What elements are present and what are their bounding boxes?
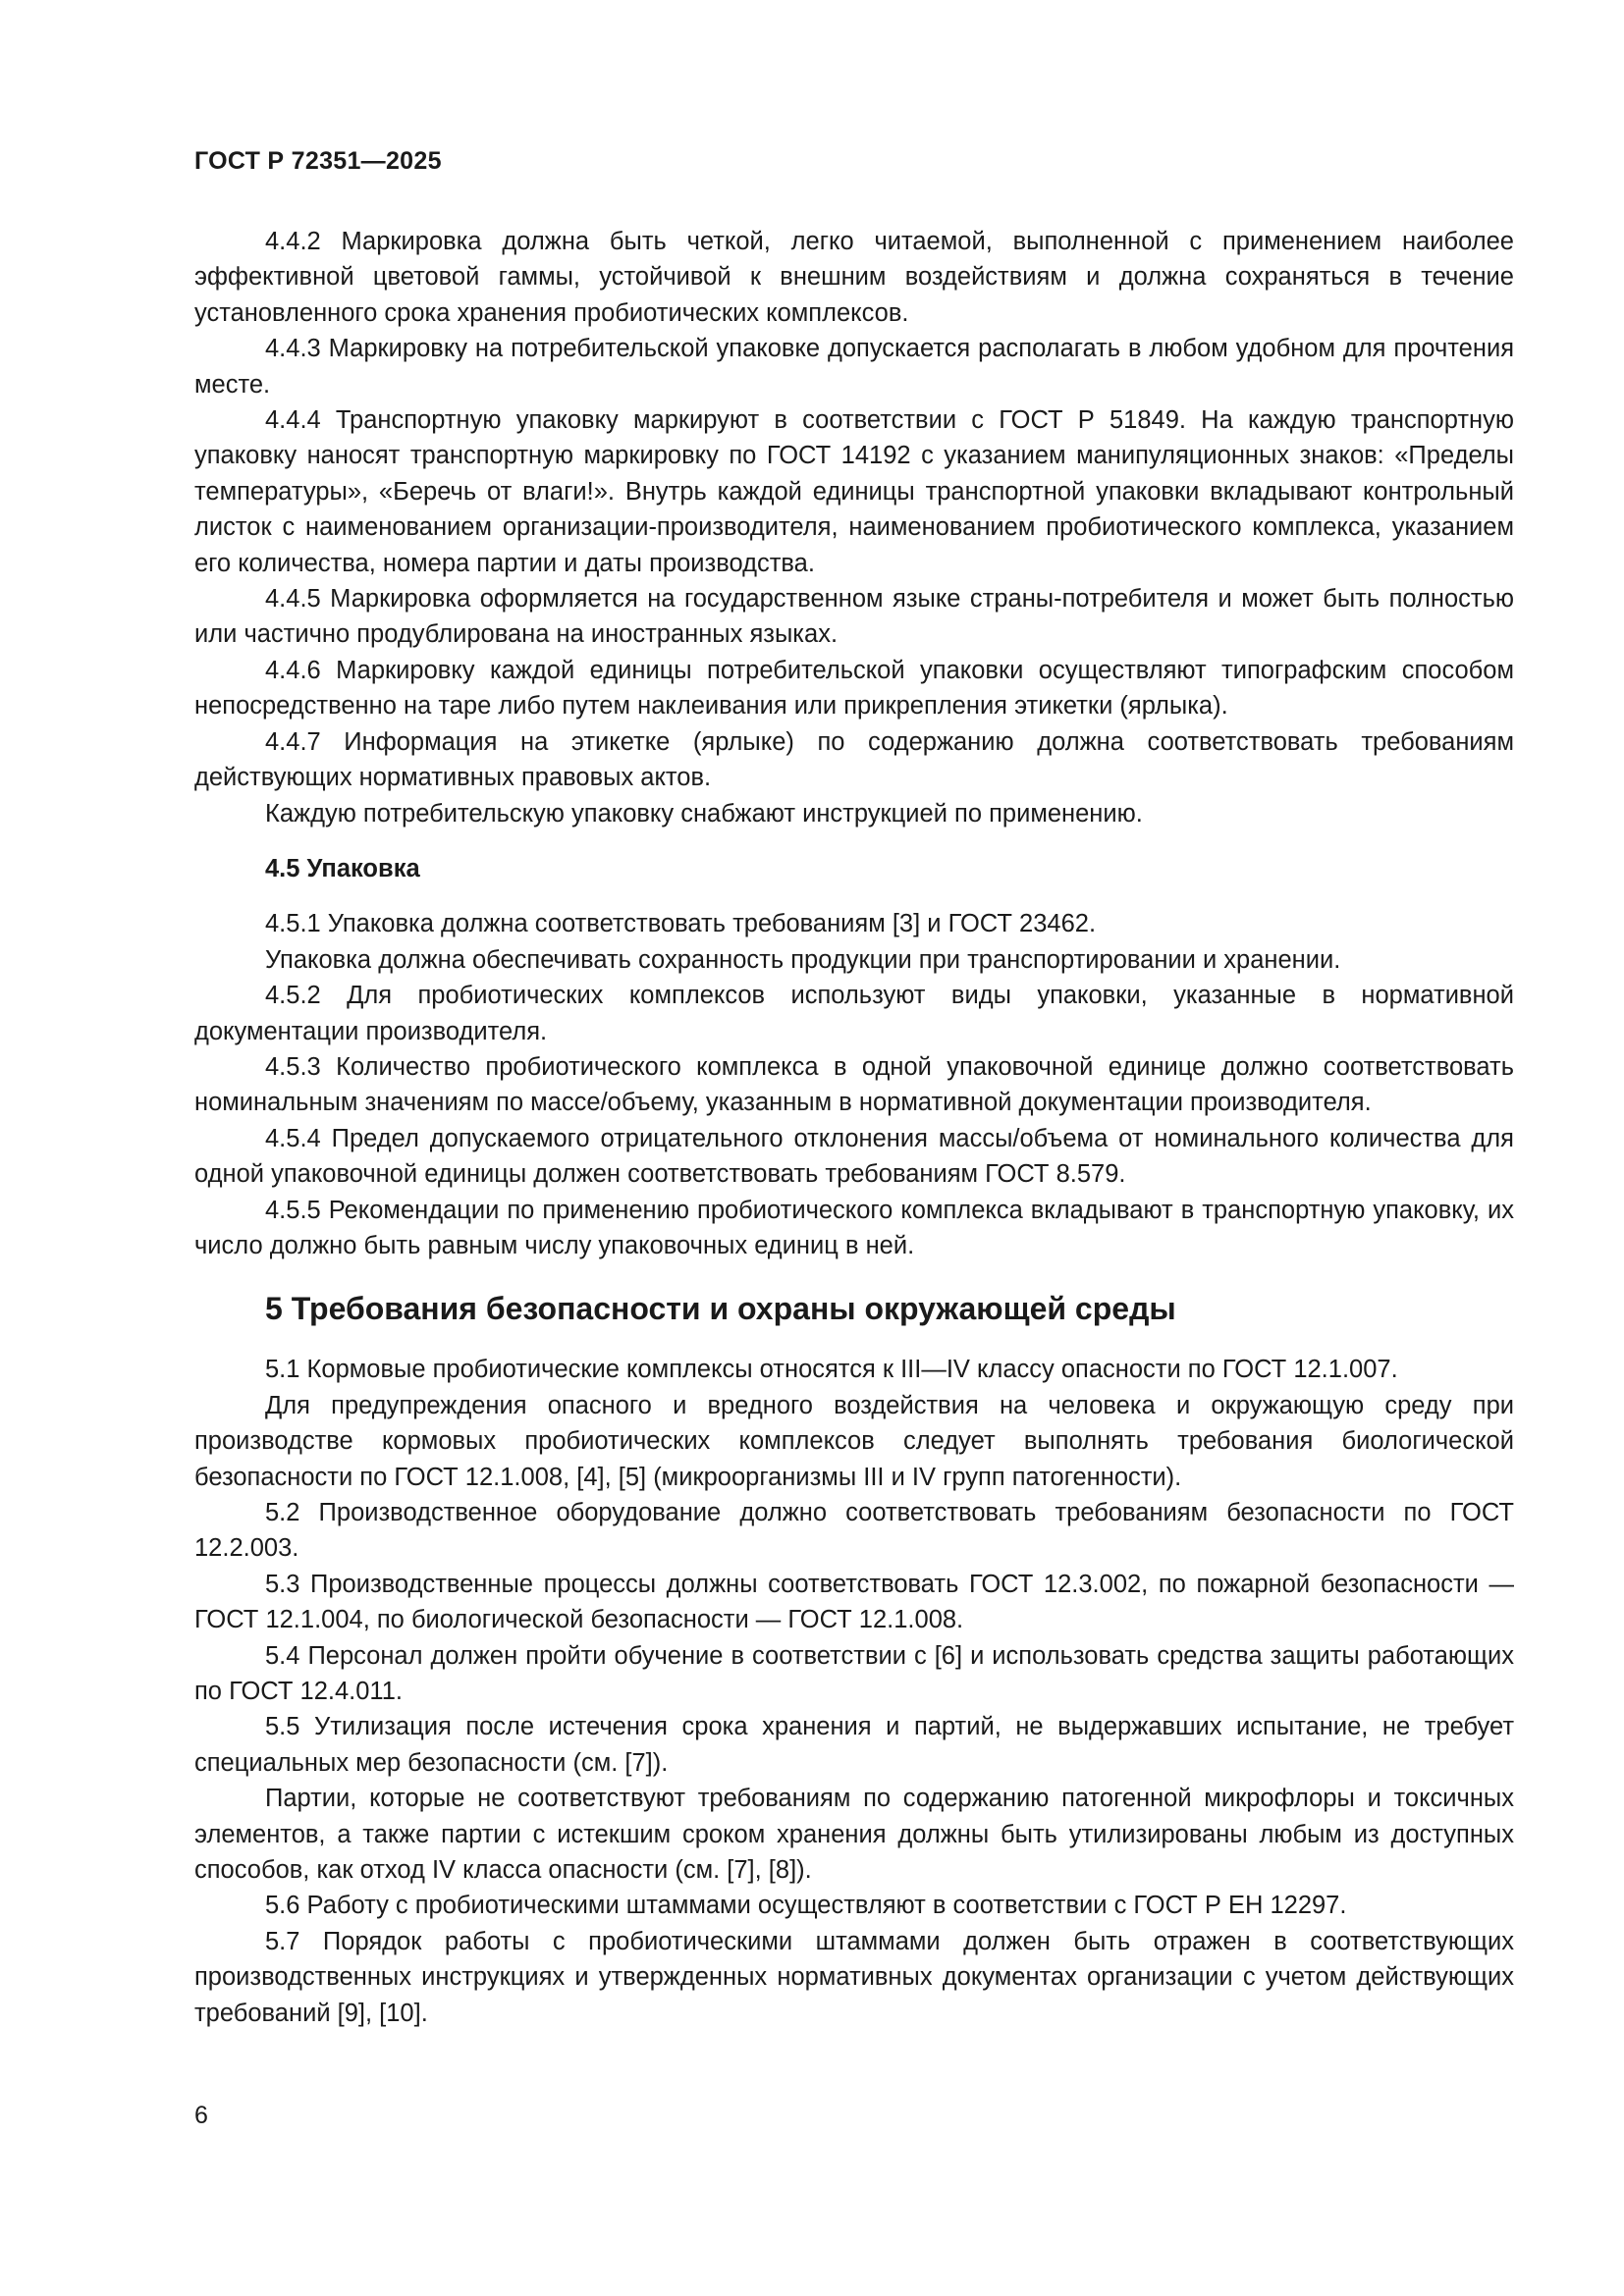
document-code-header: ГОСТ Р 72351—2025 bbox=[194, 147, 442, 175]
paragraph-5-5-disposal: Партии, которые не соответствуют требованиям по содержанию патогенной микрофлоры и токсичных элементов, а также партии с истекшим сроком хранения должны быть утилизированы любым из доступных способов, как отход IV класса опасности (см. [7], [8]). bbox=[194, 1785, 1514, 1885]
paragraph-5-3: 5.3 Производственные процессы должны соответствовать ГОСТ 12.3.002, по пожарной безопасности — ГОСТ 12.1.004, по биологической безопасности — ГОСТ 12.1.008. bbox=[194, 1570, 1514, 1634]
paragraph-4-5-5: 4.5.5 Рекомендации по применению пробиотического комплекса вкладывают в транспортную упаковку, их число должно быть равным числу упаковочных единиц в ней. bbox=[194, 1196, 1514, 1259]
paragraph-4-5-1-safety: Упаковка должна обеспечивать сохранность продукции при транспортировании и хранении. bbox=[265, 945, 1341, 974]
paragraph-4-5-4: 4.5.4 Предел допускаемого отрицательного отклонения массы/объема от номинального количества для одной упаковочной единицы должен соответствовать требованиям ГОСТ 8.579. bbox=[194, 1124, 1514, 1189]
paragraph-5-1-prevention: Для предупреждения опасного и вредного воздействия на человека и окружающую среду при производстве кормовых пробиотических комплексов следует выполнять требования биологической безопасности по ГОСТ 12.1.008, [4], [5] (микроорганизмы III и IV групп патогенности). bbox=[194, 1391, 1514, 1491]
document-body bbox=[194, 224, 1514, 2031]
paragraph-5-2: 5.2 Производственное оборудование должно соответствовать требованиям безопасности по ГОСТ 12.2.003. bbox=[194, 1499, 1514, 1563]
paragraph-5-5: 5.5 Утилизация после истечения срока хранения и партий, не выдержавших испытание, не требует специальных мер безопасности (см. [7]). bbox=[194, 1713, 1514, 1777]
page-number: 6 bbox=[194, 2102, 208, 2129]
subsection-heading-4-5: 4.5 Упаковка bbox=[265, 854, 420, 882]
paragraph-4-4-5: 4.4.5 Маркировка оформляется на государственном языке страны-потребителя и может быть полностью или частично продублирована на иностранных языках. bbox=[194, 585, 1514, 649]
paragraph-4-4-4: 4.4.4 Транспортную упаковку маркируют в соответствии с ГОСТ Р 51849. На каждую транспортную упаковку наносят транспортную маркировку по ГОСТ 14192 с указанием манипуляционных знаков: «Пределы температуры», «Беречь от влаги!». Внутрь каждой единицы транспортной упаковки вкладывают контрольный листок с наименованием организации-производителя, наименованием пробиотического комплекса, указанием его количества, номера партии и даты производства. bbox=[194, 406, 1514, 577]
paragraph-4-5-1: 4.5.1 Упаковка должна соответствовать требованиям [3] и ГОСТ 23462. bbox=[265, 910, 1097, 938]
paragraph-4-4-7-instruction: Каждую потребительскую упаковку снабжают инструкцией по применению. bbox=[265, 799, 1143, 828]
paragraph-5-7: 5.7 Порядок работы с пробиотическими штаммами должен быть отражен в соответствующих производственных инструкциях и утвержденных нормативных документах организации с учетом действующих требований [9], [10]. bbox=[194, 1927, 1514, 2027]
paragraph-4-4-7: 4.4.7 Информация на этикетке (ярлыке) по содержанию должна соответствовать требованиям действующих нормативных правовых актов. bbox=[194, 727, 1514, 792]
paragraph-4-5-3: 4.5.3 Количество пробиотического комплекса в одной упаковочной единице должно соответствовать номинальным значениям по массе/объему, указанным в нормативной документации производителя. bbox=[194, 1052, 1514, 1117]
paragraph-4-4-3: 4.4.3 Маркировку на потребительской упаковке допускается располагать в любом удобном для прочтения месте. bbox=[194, 335, 1514, 399]
paragraph-4-5-2: 4.5.2 Для пробиотических комплексов используют виды упаковки, указанные в нормативной документации производителя. bbox=[194, 982, 1514, 1045]
paragraph-4-4-2: 4.4.2 Маркировка должна быть четкой, легко читаемой, выполненной с применением наиболее эффективной цветовой гаммы, устойчивой к внешним воздействиям и должна сохраняться в течение установленного срока хранения пробиотических комплексов. bbox=[194, 228, 1514, 327]
paragraph-4-4-6: 4.4.6 Маркировку каждой единицы потребительской упаковки осуществляют типографским способом непосредственно на таре либо путем наклеивания или прикрепления этикетки (ярлыка). bbox=[194, 656, 1514, 721]
paragraph-5-6: 5.6 Работу с пробиотическими штаммами осуществляют в соответствии с ГОСТ Р ЕН 12297. bbox=[265, 1892, 1347, 1920]
section-heading-5: 5 Требования безопасности и охраны окружающей среды bbox=[265, 1291, 1176, 1327]
paragraph-5-4: 5.4 Персонал должен пройти обучение в соответствии с [6] и использовать средства защиты работающих по ГОСТ 12.4.011. bbox=[194, 1641, 1514, 1706]
paragraph-5-1: 5.1 Кормовые пробиотические комплексы относятся к III—IV классу опасности по ГОСТ 12.1.007. bbox=[265, 1356, 1398, 1384]
